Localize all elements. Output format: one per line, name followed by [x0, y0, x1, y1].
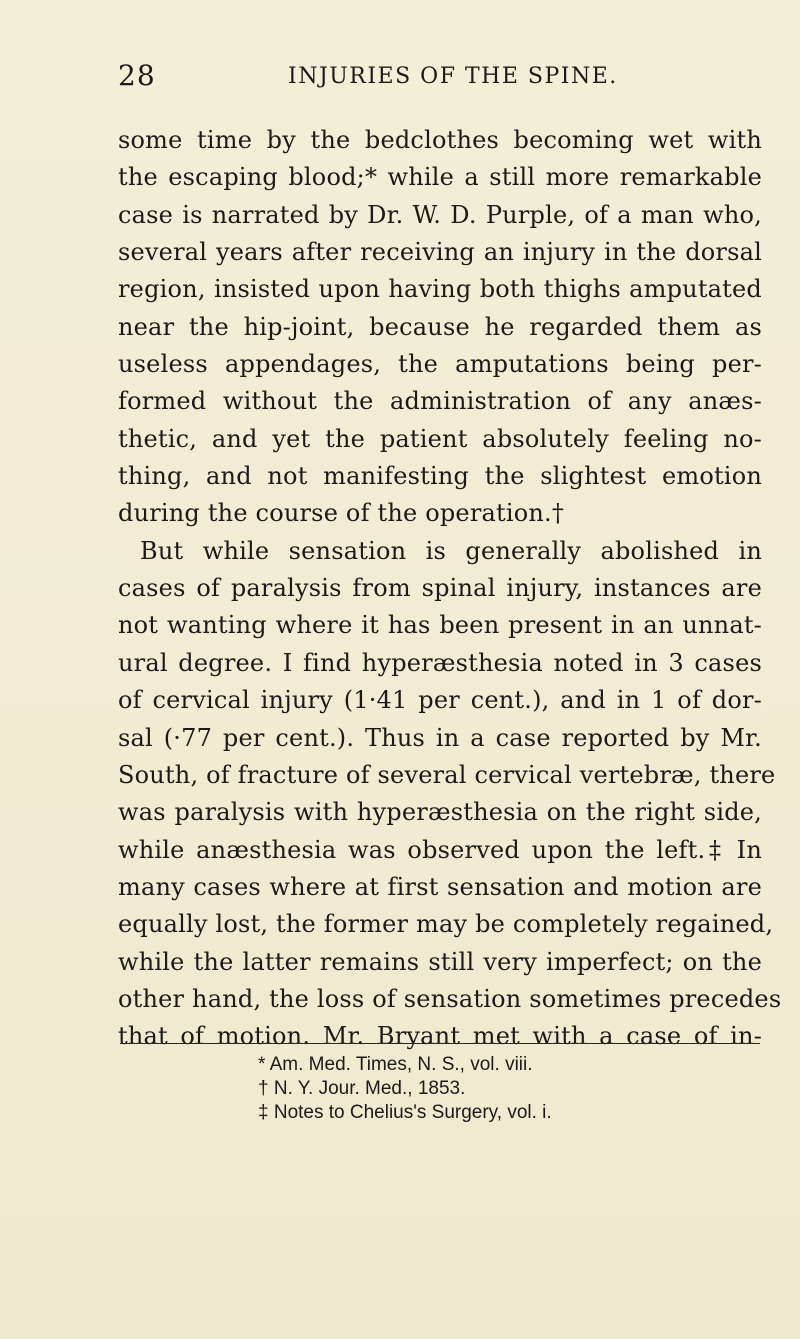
text-line: not wanting where it has been present in an unnat-: [118, 611, 762, 640]
footnote: ‡ Notes to Chelius's Surgery, vol. i.: [258, 1102, 552, 1123]
page-number: 28: [118, 59, 156, 92]
text-line: equally lost, the former may be completely regained,: [118, 910, 774, 939]
text-line: while the latter remains still very imperfect; on the: [118, 947, 762, 976]
text-line: during the course of the operation.†: [118, 499, 565, 528]
page-header: [118, 58, 758, 94]
footnote-divider: [120, 1043, 760, 1044]
text-line: thetic, and yet the patient absolutely feeling no-: [118, 424, 762, 453]
text-line: other hand, the loss of sensation sometimes precedes: [118, 984, 782, 1013]
text-line: cases of paralysis from spinal injury, instances are: [118, 574, 762, 603]
text-line: case is narrated by Dr. W. D. Purple, of a man who,: [118, 200, 762, 229]
text-line: some time by the bedclothes becoming wet with: [118, 126, 762, 154]
running-head: INJURIES OF THE SPINE.: [288, 64, 618, 89]
text-line: the escaping blood;* while a still more remarkable: [118, 163, 762, 192]
footnote: * Am. Med. Times, N. S., vol. viii.: [258, 1054, 533, 1075]
text-line: was paralysis with hyperæsthesia on the right side,: [118, 798, 762, 827]
text-line: South, of fracture of several cervical vertebræ, there: [118, 760, 776, 789]
text-line: near the hip-joint, because he regarded them as: [118, 312, 762, 341]
text-line: sal (·77 per cent.). Thus in a case reported by Mr.: [118, 723, 762, 752]
footnotes: [258, 1053, 738, 1125]
text-line: region, insisted upon having both thighs amputated: [118, 275, 762, 304]
text-line: thing, and not manifesting the slightest emotion: [118, 462, 762, 491]
footnote: † N. Y. Jour. Med., 1853.: [258, 1078, 466, 1099]
text-line: of cervical injury (1·41 per cent.), and in 1 of dor-: [118, 686, 762, 715]
text-line: But while sensation is generally abolished in: [140, 536, 762, 565]
text-line: that of motion. Mr. Bryant met with a case of in-: [118, 1022, 762, 1051]
text-line: several years after receiving an injury in the dorsal: [118, 238, 762, 267]
text-line: while anæsthesia was observed upon the left.‡ In: [118, 835, 762, 864]
body-text: [118, 122, 782, 1056]
text-line: ural degree. I find hyperæsthesia noted in 3 cases: [118, 648, 762, 677]
text-line: many cases where at first sensation and motion are: [118, 872, 762, 901]
text-line: useless appendages, the amputations being per-: [118, 350, 762, 379]
text-line: formed without the administration of any anæs-: [118, 387, 762, 416]
